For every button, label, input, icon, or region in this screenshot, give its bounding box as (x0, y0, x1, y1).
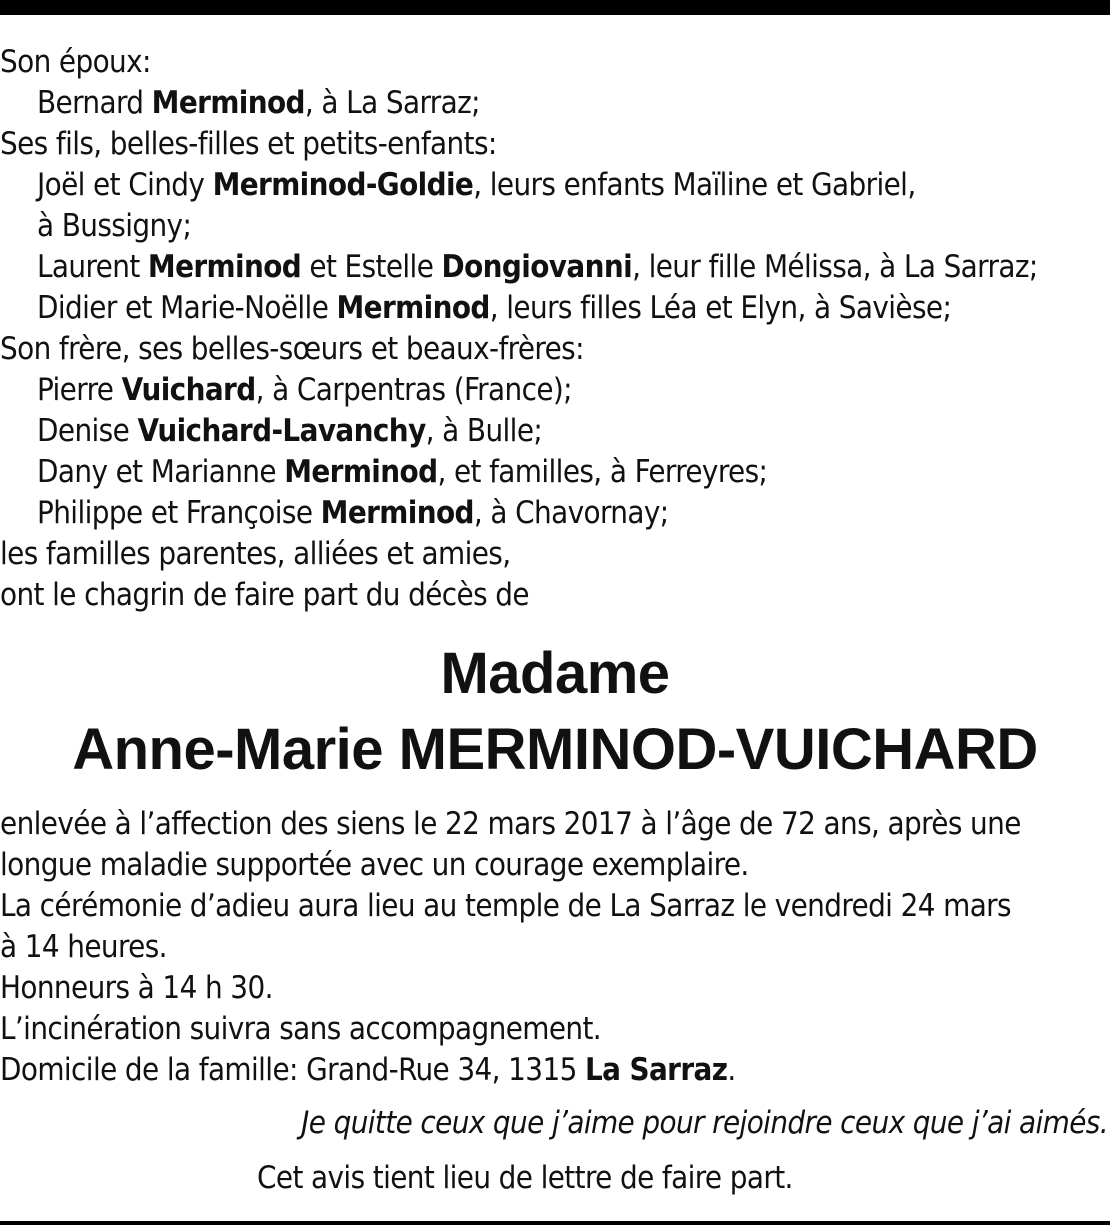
child-line-continued: à Bussigny; (37, 208, 192, 244)
sibling-line: Philippe et Françoise Merminod, à Chavornay; (37, 495, 669, 531)
child-line: Didier et Marie-Noëlle Merminod, leurs filles Léa et Elyn, à Savièse; (37, 290, 952, 326)
deceased-name: Anne-Marie MERMINOD-VUICHARD (72, 717, 1038, 782)
spouse-label: Son époux: (0, 44, 151, 80)
details-line: L’incinération suivra sans accompagnement. (0, 1011, 602, 1047)
relatives-line: les familles parentes, alliées et amies, (0, 536, 511, 572)
sibling-line: Denise Vuichard-Lavanchy, à Bulle; (37, 413, 543, 449)
top-rule (0, 0, 1110, 15)
sibling-line: Dany et Marianne Merminod, et familles, à Ferreyres; (37, 454, 768, 490)
details-line: à 14 heures. (0, 929, 167, 965)
spouse-line: Bernard Merminod, à La Sarraz; (37, 85, 480, 121)
details-line: Honneurs à 14 h 30. (0, 970, 273, 1006)
family-list (0, 42, 1110, 616)
closing-quote: Je quitte ceux que j’aime pour rejoindre ceux que j’ai aimés. (301, 1105, 1108, 1141)
notice-note: Cet avis tient lieu de lettre de faire part. (257, 1160, 793, 1196)
deceased-title: Madame (440, 641, 670, 706)
sibling-line: Pierre Vuichard, à Carpentras (France); (37, 372, 572, 408)
siblings-label: Son frère, ses belles-sœurs et beaux-frères: (0, 331, 584, 367)
details-line: La cérémonie d’adieu aura lieu au temple de La Sarraz le vendredi 24 mars (0, 888, 1011, 924)
domicile-line: Domicile de la famille: Grand-Rue 34, 1315 La Sarraz. (0, 1052, 736, 1088)
details-block (0, 804, 1110, 1091)
announce-line: ont le chagrin de faire part du décès de (0, 577, 529, 613)
details-line: longue maladie supportée avec un courage exemplaire. (0, 847, 749, 883)
bottom-rule (0, 1221, 1110, 1225)
child-line: Laurent Merminod et Estelle Dongiovanni, leur fille Mélissa, à La Sarraz; (37, 249, 1038, 285)
details-line: enlevée à l’affection des siens le 22 mars 2017 à l’âge de 72 ans, après une (0, 806, 1021, 842)
child-line: Joël et Cindy Merminod-Goldie, leurs enfants Maïline et Gabriel, (37, 167, 916, 203)
children-label: Ses fils, belles-filles et petits-enfants: (0, 126, 497, 162)
